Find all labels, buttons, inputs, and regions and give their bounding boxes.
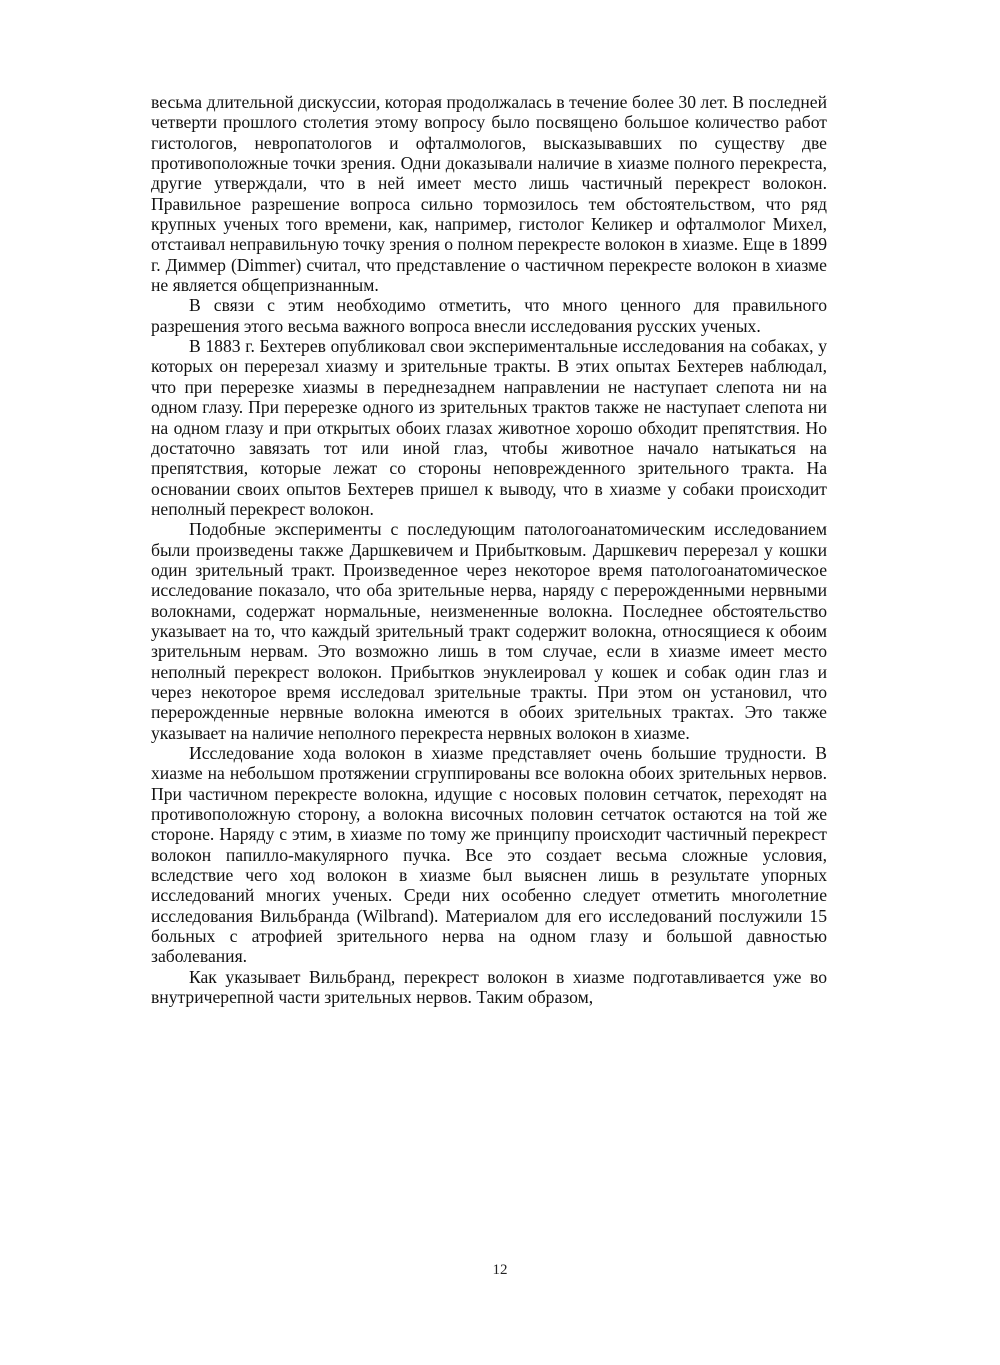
paragraph-3: В 1883 г. Бехтерев опубликовал свои экспериментальные исследования на собаках, у которых он перерезал хиазму и зрительные тракты. В этих опытах Бехтерев наблюдал, что при перерезке хиазмы в переднезаднем направлении не наступает слепота ни на одном глазу. При перерезке одного из зрительных трактов также не наступает слепота ни на одном глазу и при открытых обоих глазах животное хорошо обходит препятствия. Но достаточно завязать тот или иной глаз, чтобы животное начало натыкаться на препятствия, которые лежат со стороны неповрежденного зрительного тракта. На основании своих опытов Бехтерев пришел к выводу, что в хиазме у собаки происходит неполный перекрест волокон. xyxy=(151,336,827,519)
paragraph-6: Как указывает Вильбранд, перекрест волокон в хиазме подготавливается уже во внутричерепной части зрительных нервов. Таким образом, xyxy=(151,966,827,1008)
paragraph-4: Подобные эксперименты с последующим патологоанатомическим исследованием были произведены также Даршкевичем и Прибытковым. Даршкевич перерезал у кошки один зрительный тракт. Произведенное через некоторое время патологоанатомическое исследование показало, что оба зрительные нерва, наряду с перерожденными нервными волокнами, содержат нормальные, неизмененные волокна. Последнее обстоятельство указывает на то, что каждый зрительный тракт содержит волокна, относящиеся к обоим зрительным нервам. Это возможно лишь в том случае, если в хиазме имеет место неполный перекрест волокон. Прибытков энуклеировал у кошек и собак один глаз и через некоторое время исследовал зрительные тракты. При этом он установил, что перерожденные нервные волокна имеются в обоих зрительных трактах. Это также указывает на наличие неполного перекреста нервных волокон в хиазме. xyxy=(151,519,827,743)
page-number: 12 xyxy=(492,1262,508,1278)
paragraph-5: Исследование хода волокон в хиазме представляет очень большие трудности. В хиазме на небольшом протяжении сгруппированы все волокна обоих зрительных нервов. При частичном перекресте волокна, идущие с носовых половин сетчаток, переходят на противоположную сторону, а волокна височных половин сетчаток остаются на той же стороне. Наряду с этим, в хиазме по тому же принципу происходит частичный перекрест волокон папилло-макулярного пучка. Все это создает весьма сложные условия, вследствие чего ход волокон в хиазме был выяснен лишь в результате упорных исследований многих ученых. Среди них особенно следует отметить многолетние исследования Вильбранда (Wilbrand). Материалом для его исследований послужили 15 больных с атрофией зрительного нерва на одном глазу и большой давностью заболевания. xyxy=(151,743,827,967)
paragraph-2: В связи с этим необходимо отметить, что много ценного для правильного разрешения этого весьма важного вопроса внесли исследования русских ученых. xyxy=(151,295,827,336)
body-text xyxy=(151,92,827,1007)
paragraph-1: весьма длительной дискуссии, которая продолжалась в течение более 30 лет. В последней четверти прошлого столетия этому вопросу было посвящено большое количество работ гистологов, невропатологов и офталмологов, высказывавших по существу две противоположные точки зрения. Одни доказывали наличие в хиазме полного перекреста, другие утверждали, что в ней имеет место лишь частичный перекрест волокон. Правильное разрешение вопроса сильно тормозилось тем обстоятельством, что ряд крупных ученых того времени, как, например, гистолог Келикер и офталмолог Михел, отстаивал неправильную точку зрения о полном перекресте волокон в хиазме. Еще в 1899 г. Диммер (Dimmer) считал, что представление о частичном перекресте волокон в хиазме не является общепризнанным. xyxy=(151,92,827,296)
